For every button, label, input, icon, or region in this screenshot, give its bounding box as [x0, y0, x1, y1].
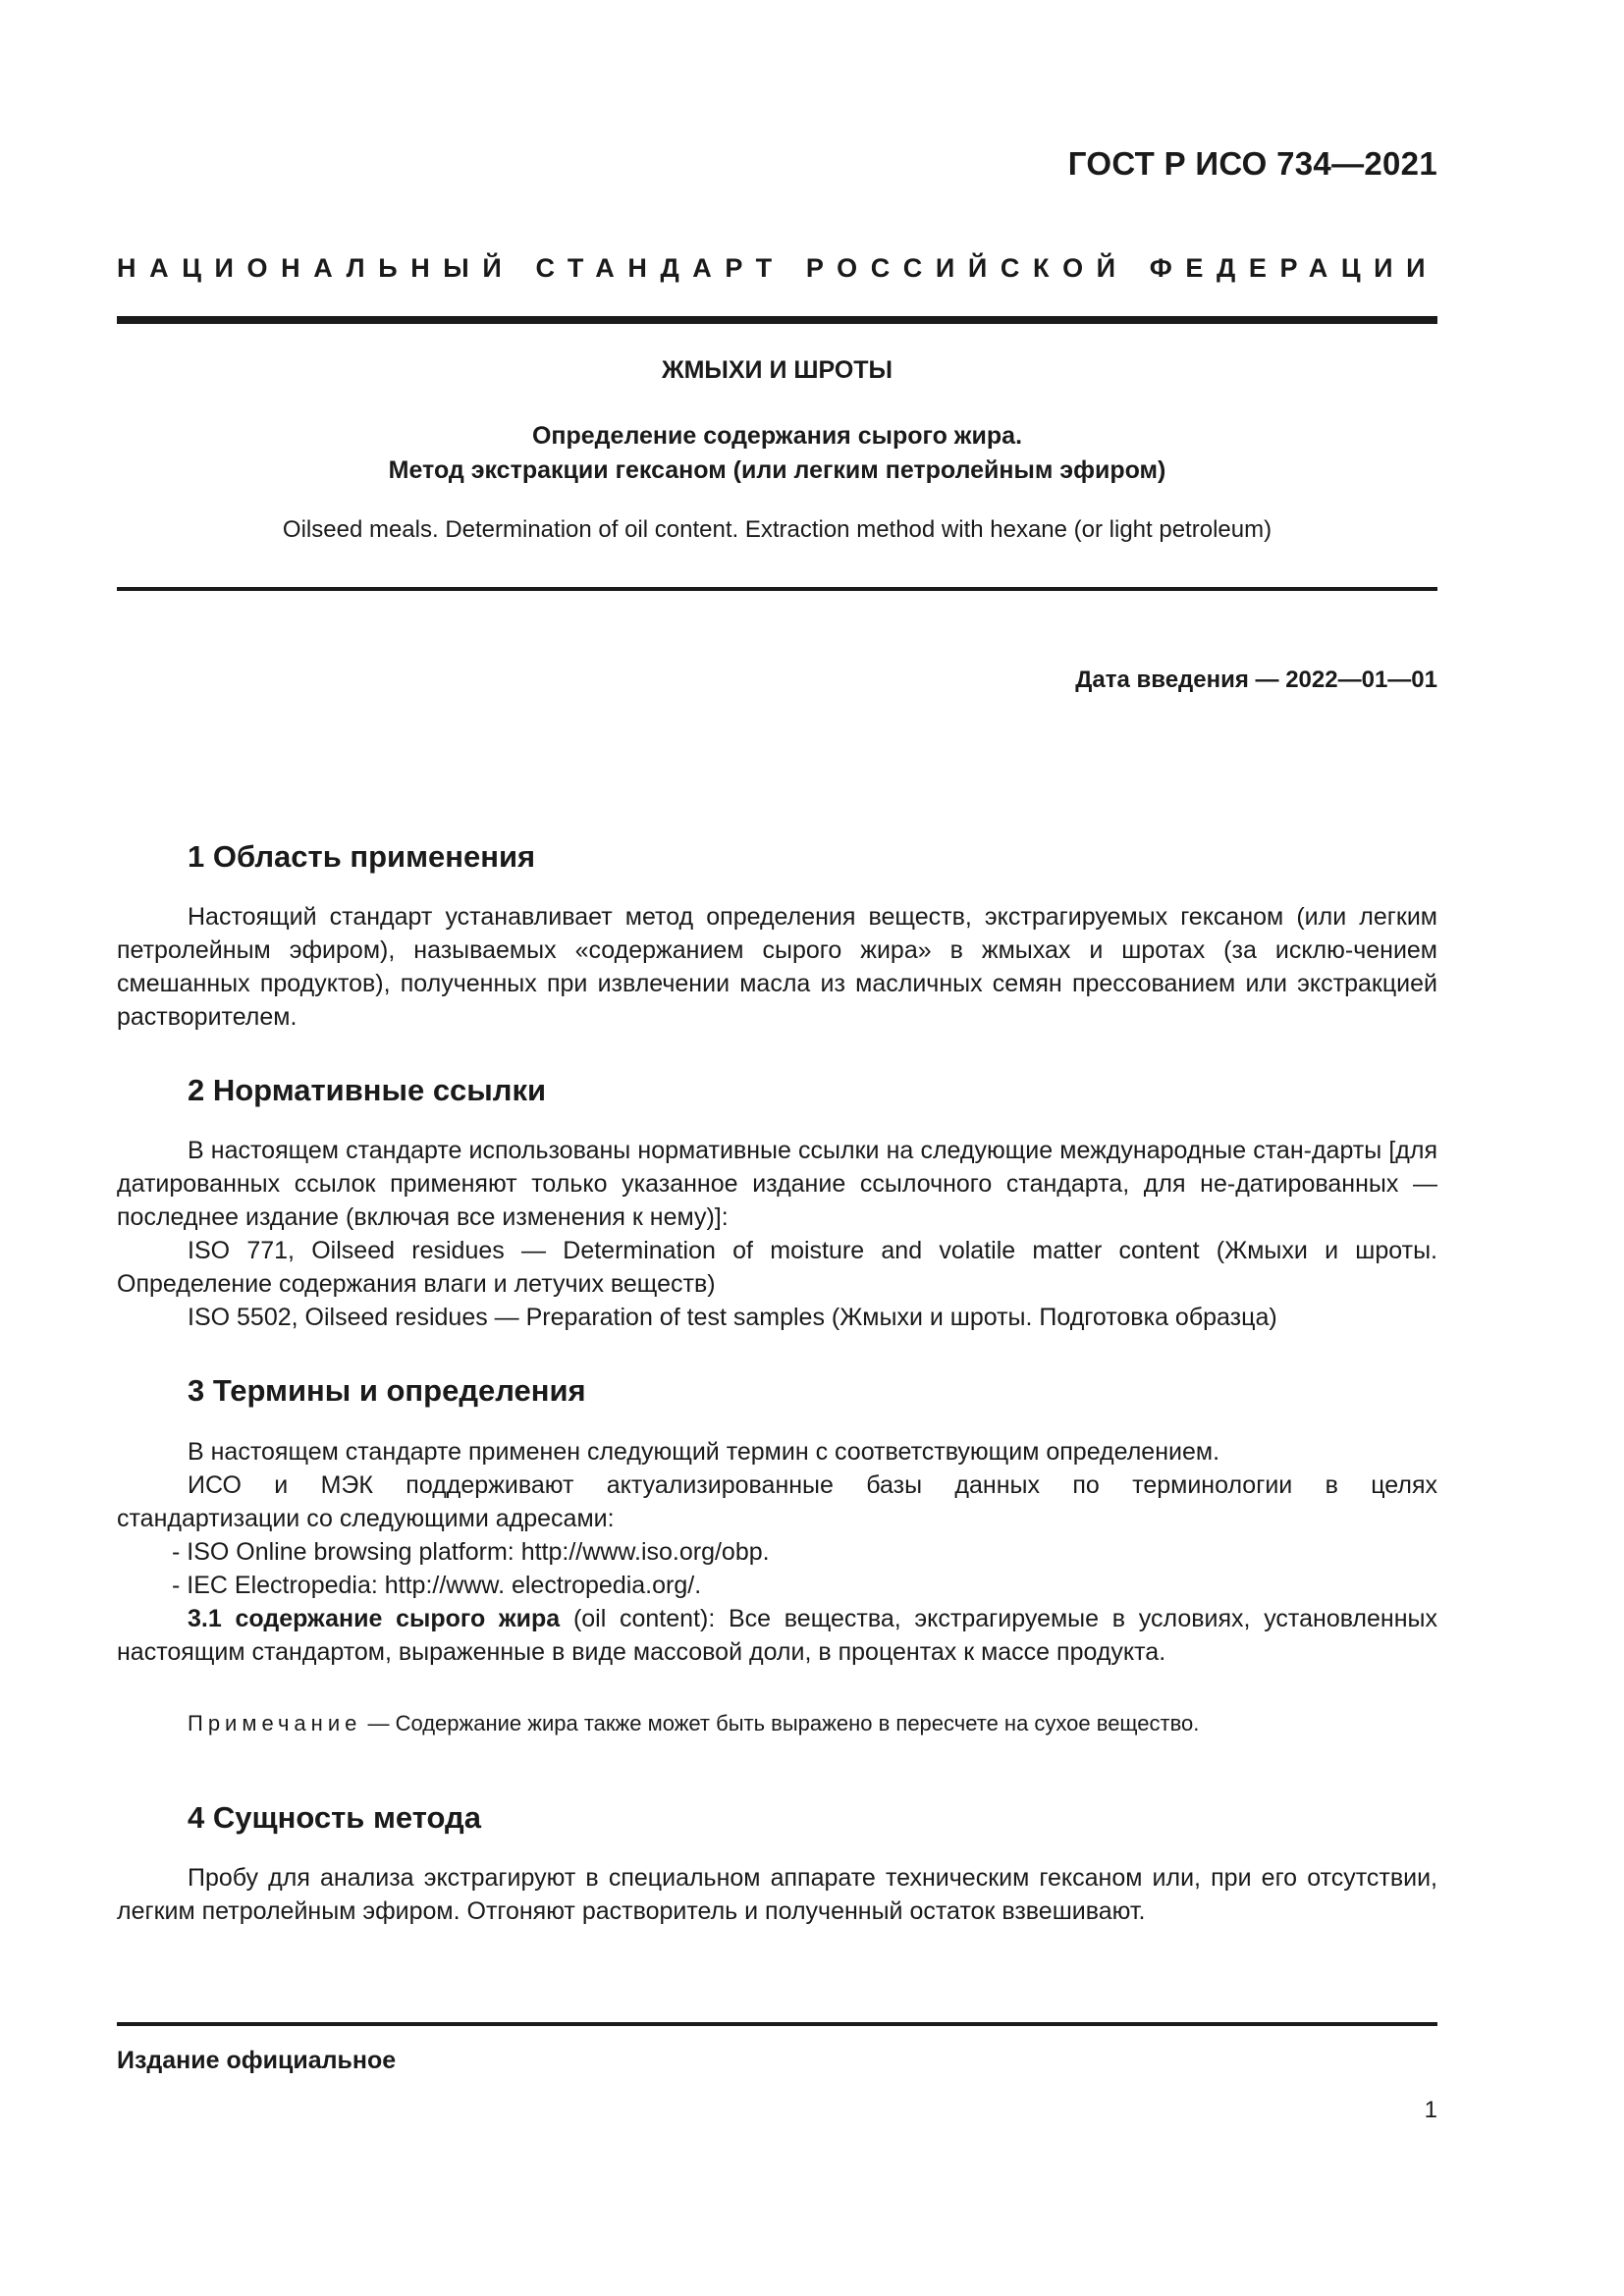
document-title: ЖМЫХИ И ШРОТЫ — [661, 356, 893, 384]
subtitle-line-1: Определение содержания сырого жира. — [531, 422, 1023, 450]
subtitle-line-2: Метод экстракции гексаном (или легким петролейным эфиром) — [388, 456, 1166, 484]
national-standard-banner: НАЦИОНАЛЬНЫЙ СТАНДАРТ РОССИЙСКОЙ ФЕДЕРАЦИИ — [117, 253, 1439, 283]
section-2-heading: 2 Нормативные ссылки — [188, 1073, 547, 1107]
footer-rule — [117, 2022, 1437, 2026]
section-4-text — [117, 1861, 1437, 1928]
section-1-body: Настоящий стандарт устанавливает метод определения веществ, экстрагируемых гексаном (или легким петролейным эфиром), называемых «содержанием сырого жира» в жмыхах и шротах (за исклю-чением смешанных продуктов), полученных при извлечении масла из масличных семян прессованием или экстракцией растворителем. — [117, 903, 1437, 1031]
introduction-date: Дата введения — 2022—01—01 — [1075, 667, 1437, 693]
english-title: Oilseed meals. Determination of oil content. Extraction method with hexane (or light petroleum) — [282, 516, 1272, 543]
note-label: Примечание — [188, 1711, 362, 1735]
section-1-heading: 1 Область применения — [188, 839, 536, 874]
section-3-line-2: ИСО и МЭК поддерживают актуализированные базы данных по терминологии в целях — [188, 1471, 1437, 1499]
page-number: 1 — [1424, 2097, 1437, 2123]
section-3-line-1: В настоящем стандарте применен следующий термин с соответствующим определением. — [188, 1438, 1220, 1466]
section-1-text — [117, 900, 1437, 1034]
section-3-line-3: стандартизации со следующими адресами: — [117, 1505, 615, 1532]
section-3-heading: 3 Термины и определения — [188, 1373, 586, 1408]
section-2-text — [117, 1134, 1437, 1234]
list-item-iso-obp: - ISO Online browsing platform: http://www.iso.org/obp. — [172, 1538, 770, 1566]
list-item-iec-electropedia: - IEC Electropedia: http://www. electropedia.org/. — [172, 1572, 702, 1599]
term-name: 3.1 содержание сырого жира — [188, 1605, 561, 1632]
official-edition-label: Издание официальное — [117, 2047, 397, 2074]
document-code: ГОСТ Р ИСО 734—2021 — [1067, 145, 1437, 182]
term-definition: (oil content): Все вещества, экстрагируемые в условиях, установленных настоящим стандартом, выраженные в виде массовой доли, в процентах к массе продукта. — [117, 1605, 1437, 1666]
header-rule — [117, 316, 1437, 324]
reference-iso-771: ISO 771, Oilseed residues — Determination of moisture and volatile matter content (Жмыхи и шроты. — [188, 1237, 1437, 1264]
title-rule — [117, 587, 1437, 591]
section-2-body: В настоящем стандарте использованы нормативные ссылки на следующие международные стан-дарты [для датированных ссылок применяют только указанное издание ссылочного стандарта, для не-датированных — последнее издание (включая все изменения к нему)]: — [117, 1137, 1437, 1231]
section-4-heading: 4 Сущность метода — [188, 1800, 481, 1835]
reference-iso-771-cont: Определение содержания влаги и летучих веществ) — [117, 1270, 716, 1298]
note-text: — Содержание жира также может быть выражено в пересчете на сухое вещество. — [361, 1711, 1200, 1735]
document-subtitle — [117, 419, 1437, 488]
term-definition-paragraph — [117, 1602, 1437, 1669]
section-4-body: Пробу для анализа экстрагируют в специальном аппарате техническим гексаном или, при его отсутствии, легким петролейным эфиром. Отгоняют растворитель и полученный остаток взвешивают. — [117, 1864, 1437, 1925]
reference-iso-5502: ISO 5502, Oilseed residues — Preparation of test samples (Жмыхи и шроты. Подготовка образца) — [188, 1304, 1277, 1331]
note — [188, 1711, 1199, 1736]
